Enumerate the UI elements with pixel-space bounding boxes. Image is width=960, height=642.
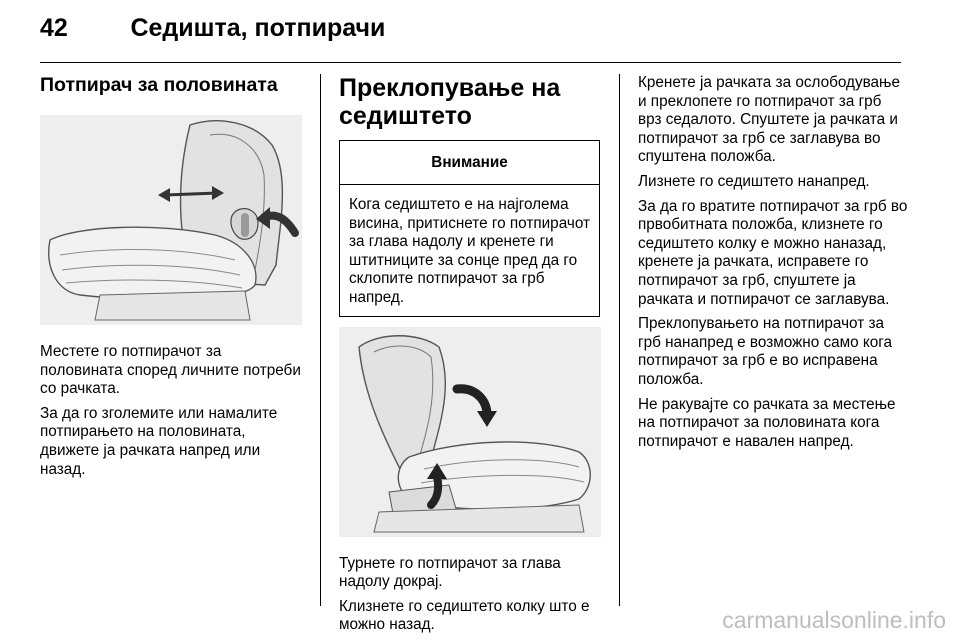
lumbar-paragraph-1: Местете го потпирачот за половината според личните потреби со рачката. <box>40 343 301 398</box>
column-divider-1 <box>320 74 321 606</box>
instructions-paragraph-2: Лизнете го седиштето нанапред. <box>638 172 870 190</box>
warning-box <box>339 140 600 317</box>
lumbar-support-illustration-icon <box>40 115 302 325</box>
watermark: carmanualsonline.info <box>722 607 946 633</box>
lumbar-support-heading: Потпирач за половината <box>40 74 278 96</box>
seat-fold-illustration-icon <box>339 327 601 537</box>
column-fold-instructions <box>638 74 908 457</box>
column-divider-2 <box>619 74 620 606</box>
header-divider <box>40 62 901 63</box>
instructions-paragraph-1: Кренете ја рачката за ослободување и преклопете го потпирачот за грб врз седалото. Спуштете ја рачката и потпирачот за грб се заглавува во спуштена положба. <box>638 74 900 166</box>
fold-paragraph-2: Клизнете го седиштето колку што е можно назад. <box>339 597 590 634</box>
fold-paragraph-1: Турнете го потпирачот за глава надолу докрај. <box>339 554 561 591</box>
instructions-paragraph-5: Не ракувајте со рачката за местење на потпирачот за половината кога потпирачот е навален напред. <box>638 395 896 450</box>
section-title: Седишта, потпирачи <box>130 14 386 42</box>
page-number: 42 <box>40 14 68 42</box>
instructions-paragraph-3: За да го вратите потпирачот за грб во првобитната положба, клизнете го седиштето колку е можно наназад, кренете ја рачката, исправете го потпирачот за грб, спуштете ја рачката и потпирачот се заглавува. <box>638 197 908 308</box>
page-header <box>40 14 385 48</box>
seat-folding-heading: Преклопување на седиштето <box>339 74 561 130</box>
warning-title: Внимание <box>340 141 599 185</box>
column-seat-folding <box>339 74 601 641</box>
lumbar-paragraph-2: За да го зголемите или намалите потпирањето на половината, движете ја рачката напред или назад. <box>40 404 278 478</box>
column-lumbar-support <box>40 74 302 485</box>
instructions-paragraph-4: Преклопувањето на потпирачот за грб нанапред е возможно само кога потпирачот за грб е во исправена положба. <box>638 315 893 388</box>
warning-body: Кога седиштето е на најголема висина, притиснете го потпирачот за глава надолу и кренете ги штитниците за сонце пред да го склопите потпирачот за грб напред. <box>349 196 591 306</box>
